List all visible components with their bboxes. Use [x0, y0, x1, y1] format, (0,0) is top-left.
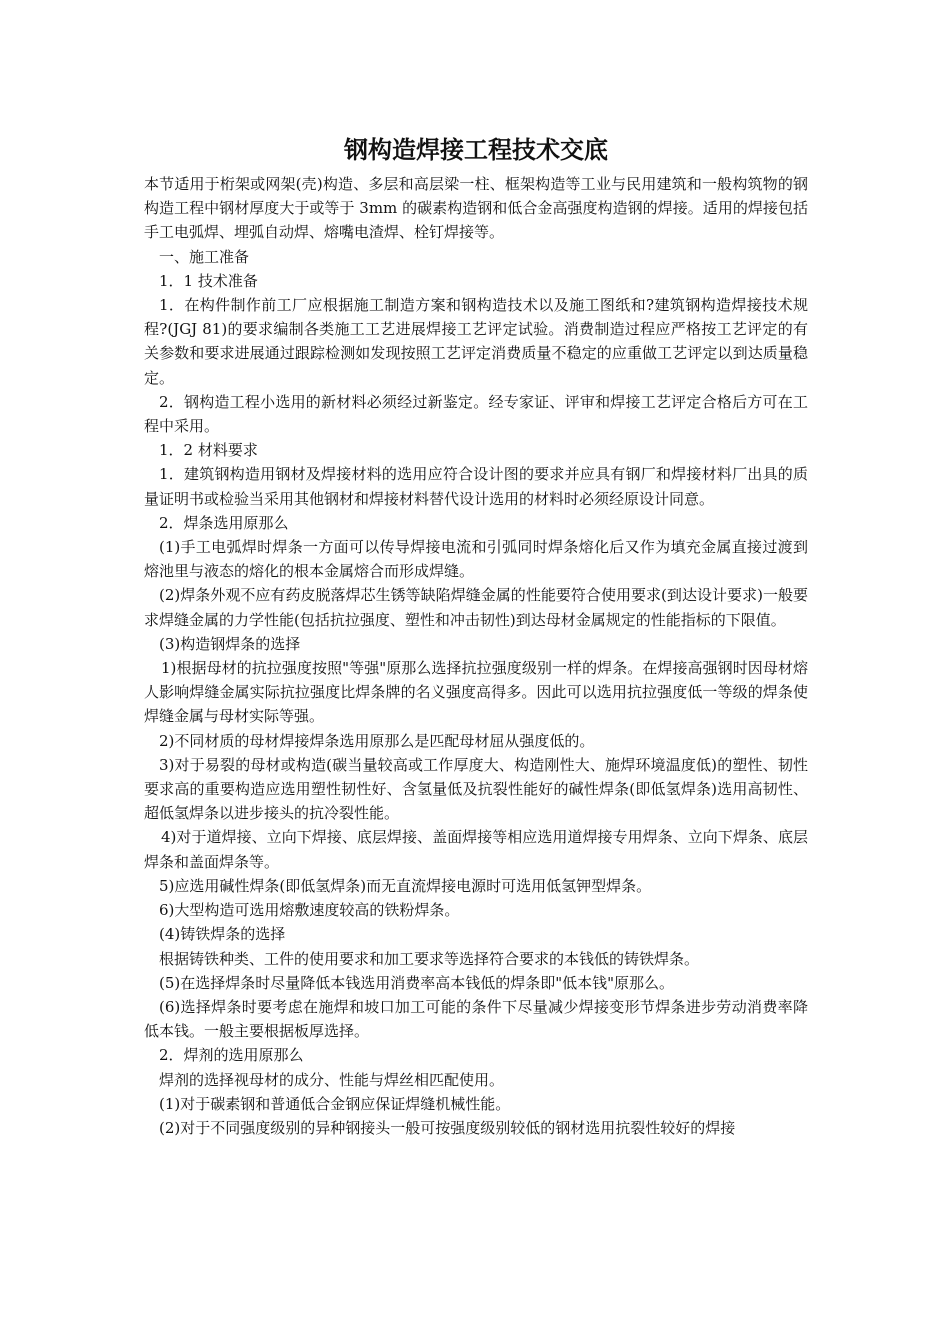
paragraph-item: 5)应选用碱性焊条(即低氢焊条)而无直流焊接电源时可选用低氢钾型焊条。 — [159, 876, 652, 895]
paragraph-item: (2)对于不同强度级别的异种钢接头一般可按强度级别较低的钢材选用抗裂性较好的焊接 — [159, 1118, 736, 1137]
paragraph-item: (5)在选择焊条时尽量降低本钱选用消费率高本钱低的焊条即"低本钱"原那么。 — [159, 973, 675, 992]
subsection-heading-technical-prep: 1．1 技术准备 — [159, 271, 258, 290]
subsection-heading-material-requirements: 1．2 材料要求 — [159, 441, 258, 460]
paragraph-item: 2)不同材质的母材焊接焊条选用原那么是匹配母材屈从强度低的。 — [159, 731, 595, 750]
subheading-cast-iron-electrode: (4)铸铁焊条的选择 — [159, 925, 286, 944]
subheading-flux-selection: 2．焊剂的选用原那么 — [159, 1046, 304, 1065]
document-page — [144, 128, 808, 1140]
paragraph-item: 6)大型构造可选用熔敷速度较高的铁粉焊条。 — [159, 901, 460, 920]
paragraph-item: 2．钢构造工程小选用的新材料必须经过新鉴定。经专家证、评审和焊接工艺评定合格后方可在工程中采用。 — [144, 392, 808, 436]
subheading-electrode-selection: 2．焊条选用原那么 — [159, 513, 289, 532]
paragraph-item: 1．建筑钢构造用钢材及焊接材料的选用应符合设计图的要求并应具有钢厂和焊接材料厂出具的质量证明书或检验当采用其他钢材和焊接材料替代设计选用的材料时必须经原设计同意。 — [144, 465, 808, 508]
document-title: 钢构造焊接工程技术交底 — [344, 135, 608, 164]
paragraph-item: 焊剂的选择视母材的成分、性能与焊丝相匹配使用。 — [159, 1070, 505, 1089]
paragraph-item: (1)对于碳素钢和普通低合金钢应保证焊缝机械性能。 — [159, 1094, 511, 1113]
paragraph-item: (2)焊条外观不应有药皮脱落焊芯生锈等缺陷焊缝金属的性能要符合使用要求(到达设计要求)一般要求焊缝金属的力学性能(包括抗拉强度、塑性和冲击韧性)到达母材金属规定的性能指标的下限值。 — [144, 586, 808, 629]
paragraph-item: 根据铸铁种类、工件的使用要求和加工要求等选择符合要求的本钱低的铸铁焊条。 — [159, 949, 700, 968]
paragraph-item: (6)选择焊条时要考虑在施焊和坡口加工可能的条件下尽量减少焊接变形节焊条进步劳动消费率降低本钱。一般主要根据板厚选择。 — [144, 997, 808, 1041]
paragraph-item: 1)根据母材的抗拉强度按照"等强"原那么选择抗拉强度级别一样的焊条。在焊接高强钢时因母材熔人影响焊缝金属实际抗拉强度比焊条牌的名义强度高得多。因此可以选用抗拉强度低一等级的焊条使焊缝金属与母材实际等强。 — [144, 659, 808, 726]
paragraph-item: 3)对于易裂的母材或构造(碳当量较高或工作厚度大、构造刚性大、施焊环境温度低)的塑性、韧性要求高的重要构造应选用塑性韧性好、含氢量低及抗裂性能好的碱性焊条(即低氢焊条)选用高韧性、超低氢焊条以进步接头的抗冷裂性能。 — [144, 755, 808, 823]
paragraph-item: (1)手工电弧焊时焊条一方面可以传导焊接电流和引弧同时焊条熔化后又作为填充金属直接过渡到熔池里与液态的熔化的根本金属熔合而形成焊缝。 — [144, 538, 808, 581]
paragraph-item: 4)对于道焊接、立向下焊接、底层焊接、盖面焊接等相应选用道焊接专用焊条、立向下焊条、底层焊条和盖面焊条等。 — [144, 828, 808, 871]
section-heading-construction-prep: 一、施工准备 — [159, 247, 250, 266]
subheading-structural-electrode: (3)构造钢焊条的选择 — [159, 634, 301, 653]
paragraph-item: 1．在构件制作前工厂应根据施工制造方案和钢构造技术以及施工图纸和?建筑钢构造焊接技术规程?(JGJ 81)的要求编制各类施工工艺进展焊接工艺评定试验。消费制造过程应严格按工艺评定的有关参数和要求进展通过跟踪检测如发现按照工艺评定消费质量不稳定的应重做工艺评定以到达质量稳定。 — [144, 296, 808, 387]
intro-paragraph: 本节适用于桁架或网架(壳)构造、多层和高层梁一柱、框架构造等工业与民用建筑和一般构筑物的钢构造工程中钢材厚度大于或等于 3mm 的碳素构造钢和低合金高强度构造钢的焊接。适用的焊接包括手工电弧焊、埋弧自动焊、熔嘴电渣焊、栓钉焊接等。 — [144, 175, 808, 242]
